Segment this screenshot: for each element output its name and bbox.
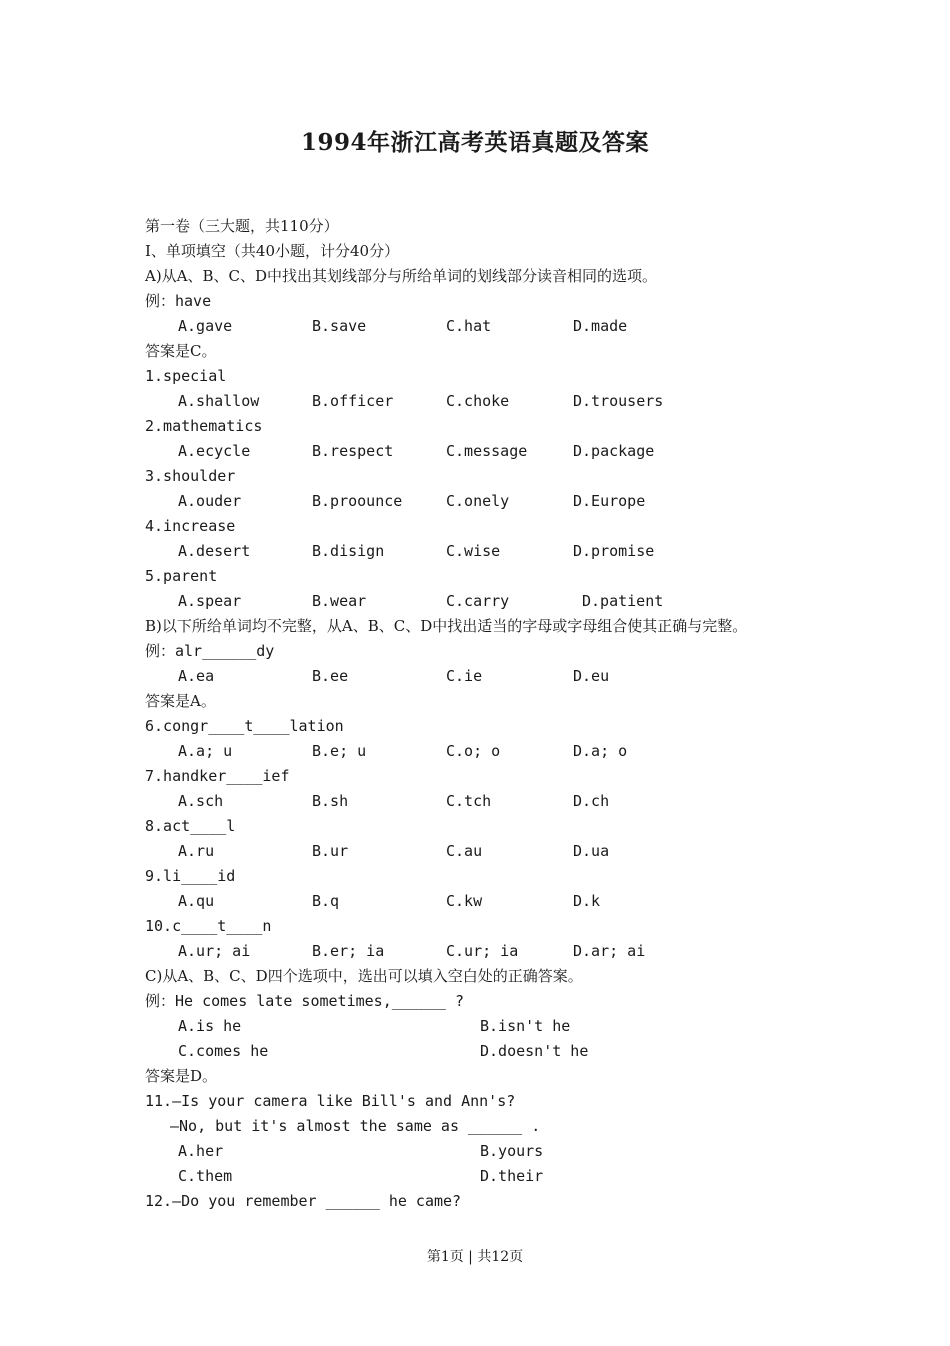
option-d: D.eu [573,667,610,685]
option-b: B.e; u [312,742,367,760]
question-1: 1.special [145,367,227,385]
part-b-instruction: B)以下所给单词均不完整，从A、B、C、D中找出适当的字母或字母组合使其正确与完整。 [145,617,748,635]
option-c: C.o; o [446,742,501,760]
option-c: C.ie [446,667,483,685]
option-b: B.yours [480,1142,544,1160]
option-c: C.kw [446,892,483,910]
option-b: B.q [312,892,340,910]
option-a: A.ouder [178,492,242,510]
option-a: A.a; u [178,742,233,760]
option-a: A.is he [178,1017,242,1035]
option-b: B.ee [312,667,349,685]
option-a: A.ru [178,842,215,860]
option-a: A.ea [178,667,215,685]
option-c: C.ur; ia [446,942,519,960]
question-10: 10.c____t____n [145,917,272,935]
option-a: A.her [178,1142,224,1160]
option-d: D.Europe [573,492,646,510]
question-7: 7.handker____ief [145,767,290,785]
option-c: C.wise [446,542,501,560]
example-answer: 答案是C。 [145,342,217,360]
option-b: B.sh [312,792,349,810]
example-b-question: 例：alr______dy [145,642,275,660]
option-c: C.comes he [178,1042,269,1060]
example-a-question: 例：have [145,292,212,310]
option-a: A.ecycle [178,442,251,460]
example-answer: 答案是A。 [145,692,216,710]
option-a: A.shallow [178,392,260,410]
option-c: C.hat [446,317,492,335]
option-a: A.spear [178,592,242,610]
option-b: B.ur [312,842,349,860]
question-12: 12.—Do you remember ______ he came? [145,1192,462,1210]
question-11-reply: —No, but it's almost the same as ______ . [170,1117,541,1135]
part-c-instruction: C)从A、B、C、D四个选项中，选出可以填入空白处的正确答案。 [145,967,583,985]
option-b: B.isn't he [480,1017,571,1035]
option-d: D.trousers [573,392,664,410]
option-c: C.choke [446,392,510,410]
part-a-instruction: A)从A、B、C、D中找出其划线部分与所给单词的划线部分读音相同的选项。 [145,267,658,285]
option-c: C.message [446,442,528,460]
option-a: A.ur; ai [178,942,251,960]
question-3: 3.shoulder [145,467,236,485]
option-b: B.save [312,317,367,335]
option-b: B.wear [312,592,367,610]
question-11: 11.—Is your camera like Bill's and Ann's? [145,1092,516,1110]
option-d: D.a; o [573,742,628,760]
question-4: 4.increase [145,517,236,535]
option-d: D.patient [582,592,664,610]
option-b: B.respect [312,442,394,460]
question-9: 9.li____id [145,867,236,885]
option-d: D.package [573,442,655,460]
question-5: 5.parent [145,567,218,585]
section-heading: 第一卷（三大题，共110分） [145,217,339,235]
example-answer: 答案是D。 [145,1067,218,1085]
page-footer: 第1页 | 共12页 [426,1249,524,1265]
option-c: C.onely [446,492,510,510]
option-d: D.made [573,317,628,335]
document-title: 1994年浙江高考英语真题及答案 [300,129,649,156]
option-a: A.desert [178,542,251,560]
option-d: D.ar; ai [573,942,646,960]
question-6: 6.congr____t____lation [145,717,344,735]
option-b: B.officer [312,392,394,410]
option-c: C.them [178,1167,233,1185]
option-a: A.gave [178,317,233,335]
option-b: B.er; ia [312,942,385,960]
example-c-question: 例：He comes late sometimes,______ ? [145,992,464,1010]
option-a: A.sch [178,792,224,810]
option-d: D.ua [573,842,610,860]
option-c: C.carry [446,592,510,610]
question-8: 8.act____l [145,817,236,835]
option-b: B.proounce [312,492,403,510]
option-b: B.disign [312,542,385,560]
question-2: 2.mathematics [145,417,263,435]
part-heading: I、单项填空（共40小题，计分40分） [145,242,400,260]
option-d: D.their [480,1167,544,1185]
option-c: C.au [446,842,483,860]
option-d: D.promise [573,542,655,560]
option-d: D.ch [573,792,610,810]
option-d: D.doesn't he [480,1042,589,1060]
option-d: D.k [573,892,601,910]
option-a: A.qu [178,892,215,910]
option-c: C.tch [446,792,492,810]
